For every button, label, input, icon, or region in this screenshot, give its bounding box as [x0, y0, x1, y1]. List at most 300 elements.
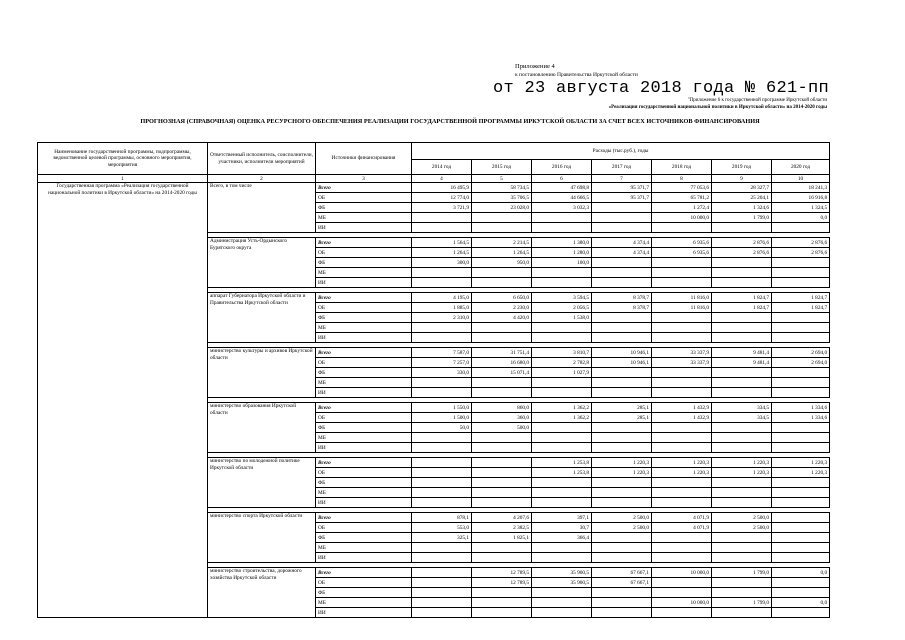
value-cell — [412, 588, 472, 598]
value-cell: 35 706,5 — [472, 193, 532, 203]
value-cell: 16 495,9 — [412, 183, 472, 193]
value-cell: 1 280,0 — [532, 248, 592, 258]
value-cell — [412, 488, 472, 498]
value-cell: 11 816,0 — [652, 303, 712, 313]
value-cell — [712, 313, 772, 323]
value-cell — [592, 368, 652, 378]
value-cell — [472, 543, 532, 553]
value-cell — [592, 608, 652, 618]
value-cell — [532, 378, 592, 388]
header-source: Источники финансирования — [316, 143, 412, 175]
value-cell — [772, 608, 830, 618]
value-cell: 1 027,9 — [532, 368, 592, 378]
value-cell — [652, 378, 712, 388]
value-cell: 2 500,0 — [592, 513, 652, 523]
value-cell: 334,5 — [712, 403, 772, 413]
value-cell: 31 751,4 — [472, 348, 532, 358]
responsible-cell: министерство строительства, дорожного хозяйства Иркутской области — [208, 568, 316, 618]
value-cell — [592, 388, 652, 398]
source-cell: МБ — [316, 488, 412, 498]
source-cell: ИИ — [316, 333, 412, 343]
document-title: ПРОГНОЗНАЯ (СПРАВОЧНАЯ) ОЦЕНКА РЕСУРСНОГО ОБЕСПЕЧЕНИЯ РЕАЛИЗАЦИИ ГОСУДАРСТВЕННОЙ ПРОГРАММЫ ИРКУТСКОЙ ОБЛАСТИ ЗА СЧЕТ ВСЕХ ИСТОЧНИКОВ ФИНАНСИРОВАНИЯ — [140, 118, 760, 125]
value-cell: 1 220,3 — [712, 458, 772, 468]
value-cell: 0,0 — [772, 598, 830, 608]
responsible-cell: Администрация Усть-Ордынского Бурятского округа — [208, 238, 316, 288]
value-cell: 1 362,2 — [532, 403, 592, 413]
value-cell: 860,0 — [472, 403, 532, 413]
value-cell — [532, 478, 592, 488]
value-cell — [412, 443, 472, 453]
value-cell — [592, 543, 652, 553]
value-cell: 67 667,1 — [592, 568, 652, 578]
value-cell: 58 734,5 — [472, 183, 532, 193]
header-year: 2018 год — [652, 160, 712, 175]
value-cell — [652, 323, 712, 333]
source-cell: ОБ — [316, 468, 412, 478]
value-cell: 1 264,5 — [472, 248, 532, 258]
value-cell: 7 257,0 — [412, 358, 472, 368]
value-cell — [532, 333, 592, 343]
value-cell — [712, 498, 772, 508]
value-cell: 1 272,4 — [652, 203, 712, 213]
value-cell — [712, 488, 772, 498]
value-cell: 2 214,5 — [472, 238, 532, 248]
value-cell — [772, 433, 830, 443]
value-cell: 12 789,5 — [472, 578, 532, 588]
value-cell — [652, 223, 712, 233]
source-cell: ОБ — [316, 193, 412, 203]
value-cell — [472, 553, 532, 563]
responsible-cell: министерство культуры и архивов Иркутской области — [208, 348, 316, 398]
value-cell — [712, 223, 772, 233]
value-cell: 500,0 — [472, 423, 532, 433]
value-cell — [532, 268, 592, 278]
source-cell: Всего — [316, 238, 412, 248]
value-cell: 6 650,0 — [472, 293, 532, 303]
value-cell: 16 916,8 — [772, 193, 830, 203]
value-cell — [712, 423, 772, 433]
source-cell: МБ — [316, 213, 412, 223]
value-cell — [592, 203, 652, 213]
program-name-cell: Государственная программа «Реализация государственной национальной политики в Иркутской области» на 2014-2020 годы — [38, 183, 208, 618]
value-cell: 1 824,7 — [772, 303, 830, 313]
value-cell — [712, 553, 772, 563]
value-cell — [532, 213, 592, 223]
value-cell — [772, 553, 830, 563]
source-cell: ОБ — [316, 248, 412, 258]
value-cell: 16 680,0 — [472, 358, 532, 368]
value-cell — [772, 443, 830, 453]
appendix-label: Приложение 4 — [515, 63, 555, 70]
value-cell — [652, 433, 712, 443]
col-number: 9 — [712, 175, 772, 183]
value-cell — [712, 588, 772, 598]
value-cell: 1 799,0 — [712, 598, 772, 608]
value-cell: 1 220,3 — [772, 458, 830, 468]
value-cell — [772, 268, 830, 278]
value-cell: 1 324,5 — [772, 203, 830, 213]
value-cell: 10 946,1 — [592, 348, 652, 358]
program-reference-title: «Реализация государственной национальной политики в Иркутской области» на 2014-2020 годы — [608, 105, 827, 110]
table-row — [38, 183, 830, 193]
value-cell: 1 799,0 — [712, 213, 772, 223]
value-cell — [532, 608, 592, 618]
value-cell: 1 220,3 — [712, 468, 772, 478]
value-cell — [592, 488, 652, 498]
source-cell: ФБ — [316, 258, 412, 268]
value-cell: 1 220,3 — [592, 468, 652, 478]
value-cell — [712, 323, 772, 333]
value-cell — [532, 598, 592, 608]
source-cell: Всего — [316, 513, 412, 523]
resource-table — [37, 142, 830, 618]
value-cell — [592, 588, 652, 598]
value-cell — [532, 588, 592, 598]
value-cell — [532, 423, 592, 433]
value-cell: 28 327,7 — [712, 183, 772, 193]
value-cell — [532, 553, 592, 563]
value-cell — [772, 423, 830, 433]
value-cell: 1 824,7 — [712, 303, 772, 313]
value-cell — [592, 258, 652, 268]
value-cell — [472, 498, 532, 508]
value-cell: 33 337,9 — [652, 348, 712, 358]
value-cell: 3 032,3 — [532, 203, 592, 213]
value-cell: 397,1 — [532, 513, 592, 523]
source-cell: МБ — [316, 268, 412, 278]
value-cell — [532, 323, 592, 333]
source-cell: ИИ — [316, 553, 412, 563]
col-number: 2 — [208, 175, 316, 183]
value-cell — [592, 598, 652, 608]
value-cell — [652, 333, 712, 343]
value-cell — [592, 213, 652, 223]
value-cell: 1 220,3 — [592, 458, 652, 468]
value-cell: 1 362,2 — [532, 413, 592, 423]
source-cell: ОБ — [316, 303, 412, 313]
value-cell — [712, 443, 772, 453]
value-cell — [532, 488, 592, 498]
value-cell: 1 550,0 — [412, 403, 472, 413]
header-year: 2019 год — [712, 160, 772, 175]
value-cell — [472, 378, 532, 388]
value-cell — [772, 533, 830, 543]
value-cell — [772, 588, 830, 598]
value-cell: 2 500,0 — [592, 523, 652, 533]
source-cell: Всего — [316, 293, 412, 303]
value-cell: 1 432,9 — [652, 403, 712, 413]
value-cell — [592, 443, 652, 453]
source-cell: Всего — [316, 458, 412, 468]
value-cell: 1 825,1 — [472, 533, 532, 543]
value-cell: 30,7 — [532, 523, 592, 533]
value-cell — [592, 323, 652, 333]
value-cell: 285,1 — [592, 413, 652, 423]
value-cell — [412, 568, 472, 578]
value-cell: 2 310,0 — [412, 313, 472, 323]
value-cell — [712, 543, 772, 553]
value-cell — [652, 268, 712, 278]
value-cell: 7 587,0 — [412, 348, 472, 358]
value-cell — [772, 258, 830, 268]
value-cell — [412, 278, 472, 288]
value-cell — [652, 608, 712, 618]
header-year: 2016 год — [532, 160, 592, 175]
value-cell: 1 564,5 — [412, 238, 472, 248]
decree-date-number: от 23 августа 2018 года № 621-пп — [493, 79, 830, 98]
value-cell — [412, 458, 472, 468]
value-cell — [472, 333, 532, 343]
value-cell — [532, 388, 592, 398]
value-cell: 95 371,7 — [592, 183, 652, 193]
value-cell: 15 071,4 — [472, 368, 532, 378]
responsible-cell: министерство образования Иркутской области — [208, 403, 316, 453]
header-expenses: Расходы (тыс.руб.), годы — [412, 143, 830, 160]
value-cell: 4 374,4 — [592, 238, 652, 248]
value-cell: 334,5 — [712, 413, 772, 423]
value-cell: 1 324,6 — [712, 203, 772, 213]
value-cell: 95 371,7 — [592, 193, 652, 203]
value-cell — [472, 598, 532, 608]
value-cell — [472, 478, 532, 488]
value-cell: 10 000,0 — [652, 568, 712, 578]
value-cell: 1 220,3 — [652, 458, 712, 468]
source-cell: ИИ — [316, 278, 412, 288]
value-cell: 1 220,3 — [652, 468, 712, 478]
source-cell: ИИ — [316, 223, 412, 233]
value-cell — [652, 313, 712, 323]
value-cell: 1 334,6 — [772, 403, 830, 413]
value-cell — [652, 533, 712, 543]
value-cell — [712, 278, 772, 288]
col-number: 7 — [592, 175, 652, 183]
responsible-cell: министерство по молодежной политике Иркутской области — [208, 458, 316, 508]
source-cell: ОБ — [316, 358, 412, 368]
value-cell: 1 380,0 — [532, 238, 592, 248]
value-cell — [712, 433, 772, 443]
value-cell — [712, 533, 772, 543]
value-cell — [472, 323, 532, 333]
value-cell: 4 071,9 — [652, 523, 712, 533]
value-cell: 8 378,7 — [592, 303, 652, 313]
value-cell — [412, 323, 472, 333]
value-cell — [532, 433, 592, 443]
value-cell: 0,0 — [772, 568, 830, 578]
value-cell: 366,4 — [532, 533, 592, 543]
value-cell: 950,0 — [472, 258, 532, 268]
value-cell: 1 500,0 — [412, 413, 472, 423]
value-cell — [652, 423, 712, 433]
value-cell: 23 028,0 — [472, 203, 532, 213]
value-cell: 360,0 — [472, 413, 532, 423]
value-cell — [472, 223, 532, 233]
value-cell — [412, 553, 472, 563]
value-cell: 47 698,8 — [532, 183, 592, 193]
value-cell — [652, 553, 712, 563]
value-cell — [412, 543, 472, 553]
value-cell — [412, 213, 472, 223]
value-cell: 1 432,9 — [652, 413, 712, 423]
value-cell — [652, 578, 712, 588]
value-cell — [652, 443, 712, 453]
source-cell: ФБ — [316, 423, 412, 433]
header-year: 2017 год — [592, 160, 652, 175]
value-cell — [772, 488, 830, 498]
source-cell: ОБ — [316, 413, 412, 423]
source-cell: ИИ — [316, 608, 412, 618]
col-number: 3 — [316, 175, 412, 183]
value-cell: 10 946,1 — [592, 358, 652, 368]
value-cell — [772, 378, 830, 388]
value-cell — [532, 543, 592, 553]
value-cell: 4 195,0 — [412, 293, 472, 303]
source-cell: ИИ — [316, 388, 412, 398]
value-cell: 33 337,9 — [652, 358, 712, 368]
value-cell — [412, 433, 472, 443]
source-cell: ФБ — [316, 313, 412, 323]
value-cell — [772, 578, 830, 588]
value-cell — [772, 523, 830, 533]
source-cell: Всего — [316, 348, 412, 358]
value-cell — [412, 388, 472, 398]
value-cell — [772, 333, 830, 343]
value-cell — [472, 388, 532, 398]
value-cell — [592, 268, 652, 278]
value-cell — [772, 388, 830, 398]
value-cell — [532, 278, 592, 288]
value-cell: 8 378,7 — [592, 293, 652, 303]
value-cell: 12 774,0 — [412, 193, 472, 203]
source-cell: МБ — [316, 543, 412, 553]
value-cell — [712, 268, 772, 278]
value-cell — [592, 333, 652, 343]
col-number: 6 — [532, 175, 592, 183]
value-cell — [472, 278, 532, 288]
value-cell: 25 204,1 — [712, 193, 772, 203]
value-cell: 1 824,7 — [712, 293, 772, 303]
col-number: 5 — [472, 175, 532, 183]
source-cell: ОБ — [316, 578, 412, 588]
value-cell: 3 721,9 — [412, 203, 472, 213]
source-cell: ФБ — [316, 368, 412, 378]
value-cell: 2 230,0 — [472, 303, 532, 313]
table-body — [38, 183, 830, 618]
value-cell — [472, 608, 532, 618]
value-cell — [532, 498, 592, 508]
decree-basis: к постановлению Правительства Иркутской области — [515, 72, 638, 78]
value-cell — [532, 223, 592, 233]
value-cell: 4 374,4 — [592, 248, 652, 258]
value-cell — [712, 368, 772, 378]
value-cell — [712, 608, 772, 618]
value-cell: 6 935,6 — [652, 248, 712, 258]
source-cell: МБ — [316, 323, 412, 333]
value-cell: 1 799,0 — [712, 568, 772, 578]
value-cell: 10 000,0 — [652, 213, 712, 223]
value-cell — [412, 578, 472, 588]
value-cell — [532, 443, 592, 453]
header-responsible: Ответственный исполнитель, соисполнители, участники, исполнители мероприятий — [208, 143, 316, 175]
col-number: 10 — [772, 175, 830, 183]
value-cell — [412, 333, 472, 343]
value-cell: 2 694,0 — [772, 358, 830, 368]
value-cell — [772, 368, 830, 378]
source-cell: ФБ — [316, 533, 412, 543]
value-cell: 2 876,6 — [712, 238, 772, 248]
value-cell: 2 382,5 — [472, 523, 532, 533]
value-cell: 3 810,7 — [532, 348, 592, 358]
value-cell: 325,1 — [412, 533, 472, 543]
value-cell — [652, 588, 712, 598]
value-cell: 100,0 — [532, 258, 592, 268]
source-cell: ФБ — [316, 203, 412, 213]
value-cell — [712, 258, 772, 268]
value-cell: 553,0 — [412, 523, 472, 533]
value-cell — [592, 478, 652, 488]
value-cell — [592, 498, 652, 508]
value-cell — [472, 488, 532, 498]
value-cell — [652, 543, 712, 553]
value-cell — [472, 458, 532, 468]
value-cell — [472, 468, 532, 478]
source-cell: МБ — [316, 598, 412, 608]
value-cell: 18 241,3 — [772, 183, 830, 193]
value-cell: 2 056,5 — [532, 303, 592, 313]
responsible-cell: министерство спорта Иркутской области — [208, 513, 316, 563]
value-cell — [412, 478, 472, 488]
value-cell — [652, 488, 712, 498]
value-cell — [712, 578, 772, 588]
source-cell: МБ — [316, 378, 412, 388]
value-cell — [592, 313, 652, 323]
value-cell — [412, 468, 472, 478]
value-cell — [472, 268, 532, 278]
value-cell — [592, 223, 652, 233]
value-cell: 1 538,0 — [532, 313, 592, 323]
value-cell: 1 253,8 — [532, 458, 592, 468]
value-cell — [652, 478, 712, 488]
value-cell — [772, 313, 830, 323]
value-cell — [772, 323, 830, 333]
value-cell — [472, 213, 532, 223]
header-year: 2015 год — [472, 160, 532, 175]
value-cell — [472, 433, 532, 443]
value-cell — [412, 598, 472, 608]
value-cell: 12 789,5 — [472, 568, 532, 578]
value-cell: 878,1 — [412, 513, 472, 523]
value-cell: 4 420,0 — [472, 313, 532, 323]
value-cell — [592, 423, 652, 433]
value-cell: 9 481,4 — [712, 348, 772, 358]
value-cell — [412, 378, 472, 388]
value-cell — [712, 388, 772, 398]
column-numbers-row — [38, 175, 830, 183]
value-cell — [652, 368, 712, 378]
header-year: 2014 год — [412, 160, 472, 175]
value-cell: 1 885,0 — [412, 303, 472, 313]
value-cell: 77 053,6 — [652, 183, 712, 193]
value-cell: 9 481,4 — [712, 358, 772, 368]
value-cell — [412, 608, 472, 618]
col-number: 1 — [38, 175, 208, 183]
value-cell — [652, 388, 712, 398]
source-cell: ИИ — [316, 443, 412, 453]
table-header-row — [38, 143, 830, 160]
value-cell: 3 594,5 — [532, 293, 592, 303]
value-cell — [592, 553, 652, 563]
value-cell: 1 334,6 — [772, 413, 830, 423]
value-cell — [772, 278, 830, 288]
